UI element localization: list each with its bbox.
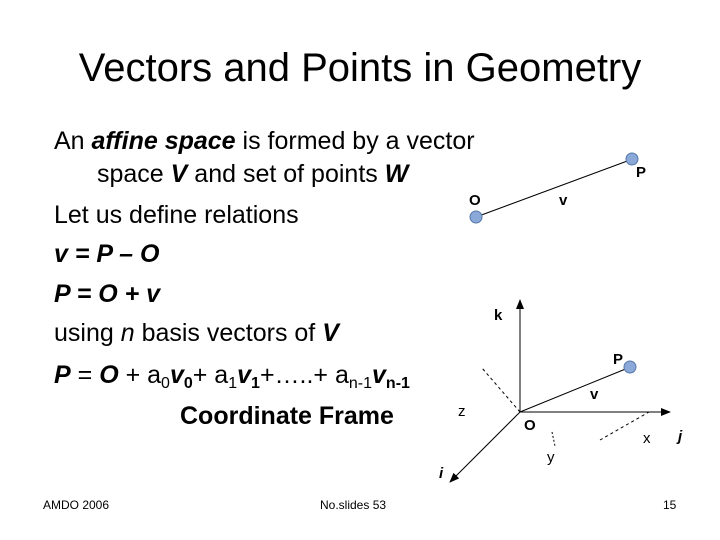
frame-label-i: i <box>439 465 444 482</box>
top-label-p: P <box>636 164 647 181</box>
text-segment: = <box>70 361 100 389</box>
frame-label-y: y <box>547 449 555 466</box>
top-vector-line <box>476 160 630 217</box>
symbol-P: P <box>54 361 71 389</box>
footer-left: AMDO 2006 <box>43 498 110 512</box>
subscript: n-1 <box>348 375 373 392</box>
frame-label-o: O <box>524 417 536 434</box>
frame-label-j: j <box>678 428 683 445</box>
text-line-3: Let us define relations <box>54 201 299 229</box>
frame-label-z: z <box>458 403 466 420</box>
symbol-V: V <box>170 160 188 188</box>
frame-vector-v <box>520 368 628 412</box>
subscript: 1 <box>251 375 260 392</box>
subscript: 0 <box>161 375 170 392</box>
top-point-o <box>470 211 482 223</box>
text-segment: is formed by a vector <box>235 127 475 155</box>
subscript: n-1 <box>385 375 410 392</box>
slide-title: Vectors and Points in Geometry <box>78 46 642 90</box>
text-segment: space <box>97 160 171 188</box>
top-label-o: O <box>469 192 481 209</box>
equation-p: P = O + v <box>54 280 161 308</box>
symbol-V: V <box>322 319 339 347</box>
text-segment: and set of points <box>187 160 385 188</box>
text-segment: + a <box>118 361 162 389</box>
symbol-n: n <box>120 319 135 347</box>
symbol-v: v <box>237 361 252 389</box>
frame-label-p: P <box>613 351 624 368</box>
text-segment: using <box>54 319 121 347</box>
text-segment: An <box>54 127 92 155</box>
top-label-v: v <box>559 192 568 209</box>
frame-label-k: k <box>494 307 503 324</box>
term-affine-space: affine space <box>91 127 236 155</box>
axis-z-dash <box>482 368 520 412</box>
symbol-O: O <box>99 361 119 389</box>
coordinate-frame-label: Coordinate Frame <box>180 402 394 430</box>
axis-x-dash <box>600 412 649 440</box>
subscript: 0 <box>183 375 193 392</box>
symbol-v: v <box>372 361 386 389</box>
axis-i <box>450 412 520 482</box>
symbol-v: v <box>169 361 184 389</box>
symbol-W: W <box>384 160 409 188</box>
axis-y-dash <box>552 432 555 446</box>
text-segment: basis vectors of <box>134 319 323 347</box>
frame-label-v: v <box>590 386 599 403</box>
text-segment: + a <box>192 361 229 389</box>
frame-point-p <box>624 361 636 373</box>
frame-label-x: x <box>643 430 651 447</box>
slide-number: 15 <box>663 498 677 512</box>
subscript: 1 <box>228 375 238 392</box>
text-segment: +…..+ a <box>259 361 349 389</box>
footer-center: No.slides 53 <box>320 498 387 512</box>
equation-v: v = P – O <box>54 240 160 268</box>
